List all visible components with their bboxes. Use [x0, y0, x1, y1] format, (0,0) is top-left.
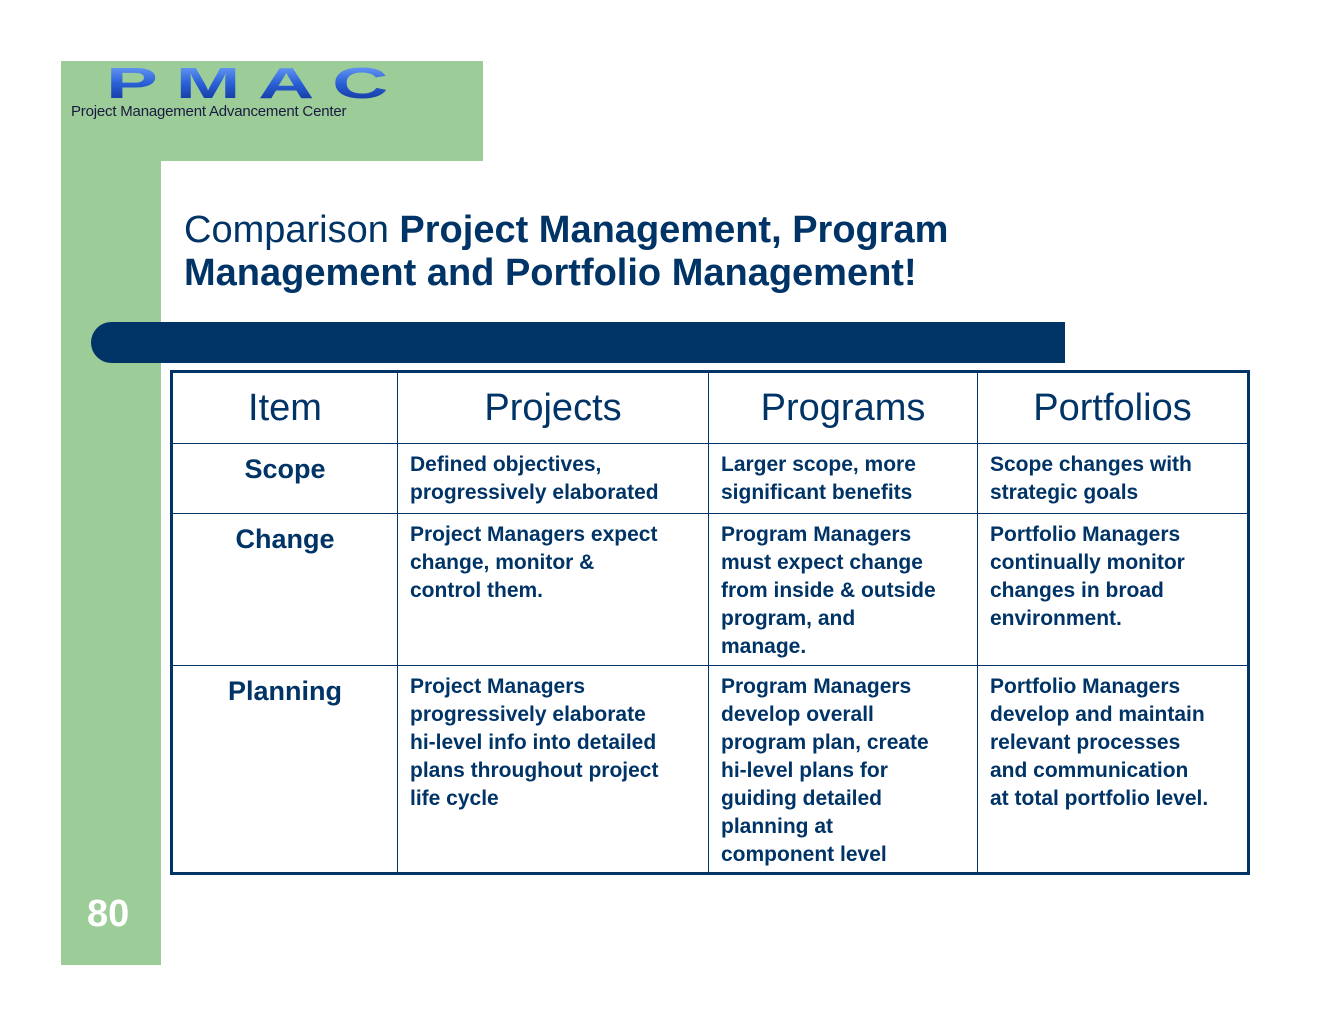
cell-projects: [398, 514, 709, 666]
cell-line: Scope changes with: [990, 453, 1192, 476]
cell-line: Portfolio Managers: [990, 523, 1181, 546]
cell-line: strategic goals: [990, 481, 1139, 504]
cell-portfolios: [978, 514, 1249, 666]
cell-line: change, monitor &: [410, 551, 595, 574]
cell-programs: [709, 444, 978, 514]
cell-line: changes in broad: [990, 579, 1164, 602]
cell-line: continually monitor: [990, 551, 1185, 574]
cell-line: control them.: [410, 579, 544, 602]
comparison-table: [170, 370, 1250, 875]
green-sidebar: [61, 61, 161, 965]
cell-line: life cycle: [410, 787, 499, 810]
table-row: [172, 444, 1249, 514]
cell-line: develop overall: [721, 703, 874, 726]
row-item-label: Scope: [172, 444, 398, 514]
cell-line: hi-level plans for: [721, 759, 888, 782]
table-row: [172, 514, 1249, 666]
header-projects: Projects: [398, 372, 709, 444]
cell-line: program, and: [721, 607, 856, 630]
cell-line: Portfolio Managers: [990, 675, 1181, 698]
cell-line: and communication: [990, 759, 1189, 782]
cell-projects: [398, 444, 709, 514]
logo-wordmark: PMAC: [106, 62, 406, 108]
header-portfolios: Portfolios: [978, 372, 1249, 444]
cell-line: Project Managers: [410, 675, 586, 698]
table-header-row: [172, 372, 1249, 444]
header-item: Item: [172, 372, 398, 444]
cell-line: must expect change: [721, 551, 923, 574]
logo-subtitle: Project Management Advancement Center: [71, 103, 347, 120]
cell-projects: [398, 666, 709, 874]
row-item-label: Change: [172, 514, 398, 666]
cell-line: from inside & outside: [721, 579, 936, 602]
slide-title: Comparison Project Management, Program Management and Portfolio Management!: [184, 209, 949, 294]
cell-line: Program Managers: [721, 675, 912, 698]
cell-line: environment.: [990, 607, 1122, 630]
title-divider-bar: [91, 322, 1065, 363]
cell-portfolios: [978, 666, 1249, 874]
table-row: [172, 666, 1249, 874]
cell-line: progressively elaborated: [410, 481, 659, 504]
cell-line: develop and maintain: [990, 703, 1205, 726]
cell-line: planning at: [721, 815, 833, 838]
row-item-label: Planning: [172, 666, 398, 874]
cell-line: component level: [721, 843, 887, 866]
cell-line: relevant processes: [990, 731, 1181, 754]
cell-line: hi-level info into detailed: [410, 731, 657, 754]
cell-line: plans throughout project: [410, 759, 659, 782]
cell-line: at total portfolio level.: [990, 787, 1209, 810]
cell-line: progressively elaborate: [410, 703, 646, 726]
cell-line: program plan, create: [721, 731, 929, 754]
cell-line: Larger scope, more: [721, 453, 916, 476]
cell-line: Program Managers: [721, 523, 912, 546]
content-corner: [161, 161, 205, 205]
cell-line: Project Managers expect: [410, 523, 658, 546]
cell-line: guiding detailed: [721, 787, 882, 810]
cell-line: significant benefits: [721, 481, 913, 504]
page-number: 80: [87, 893, 130, 935]
cell-portfolios: [978, 444, 1249, 514]
cell-programs: [709, 514, 978, 666]
cell-line: Defined objectives,: [410, 453, 602, 476]
cell-line: manage.: [721, 635, 807, 658]
cell-programs: [709, 666, 978, 874]
header-programs: Programs: [709, 372, 978, 444]
